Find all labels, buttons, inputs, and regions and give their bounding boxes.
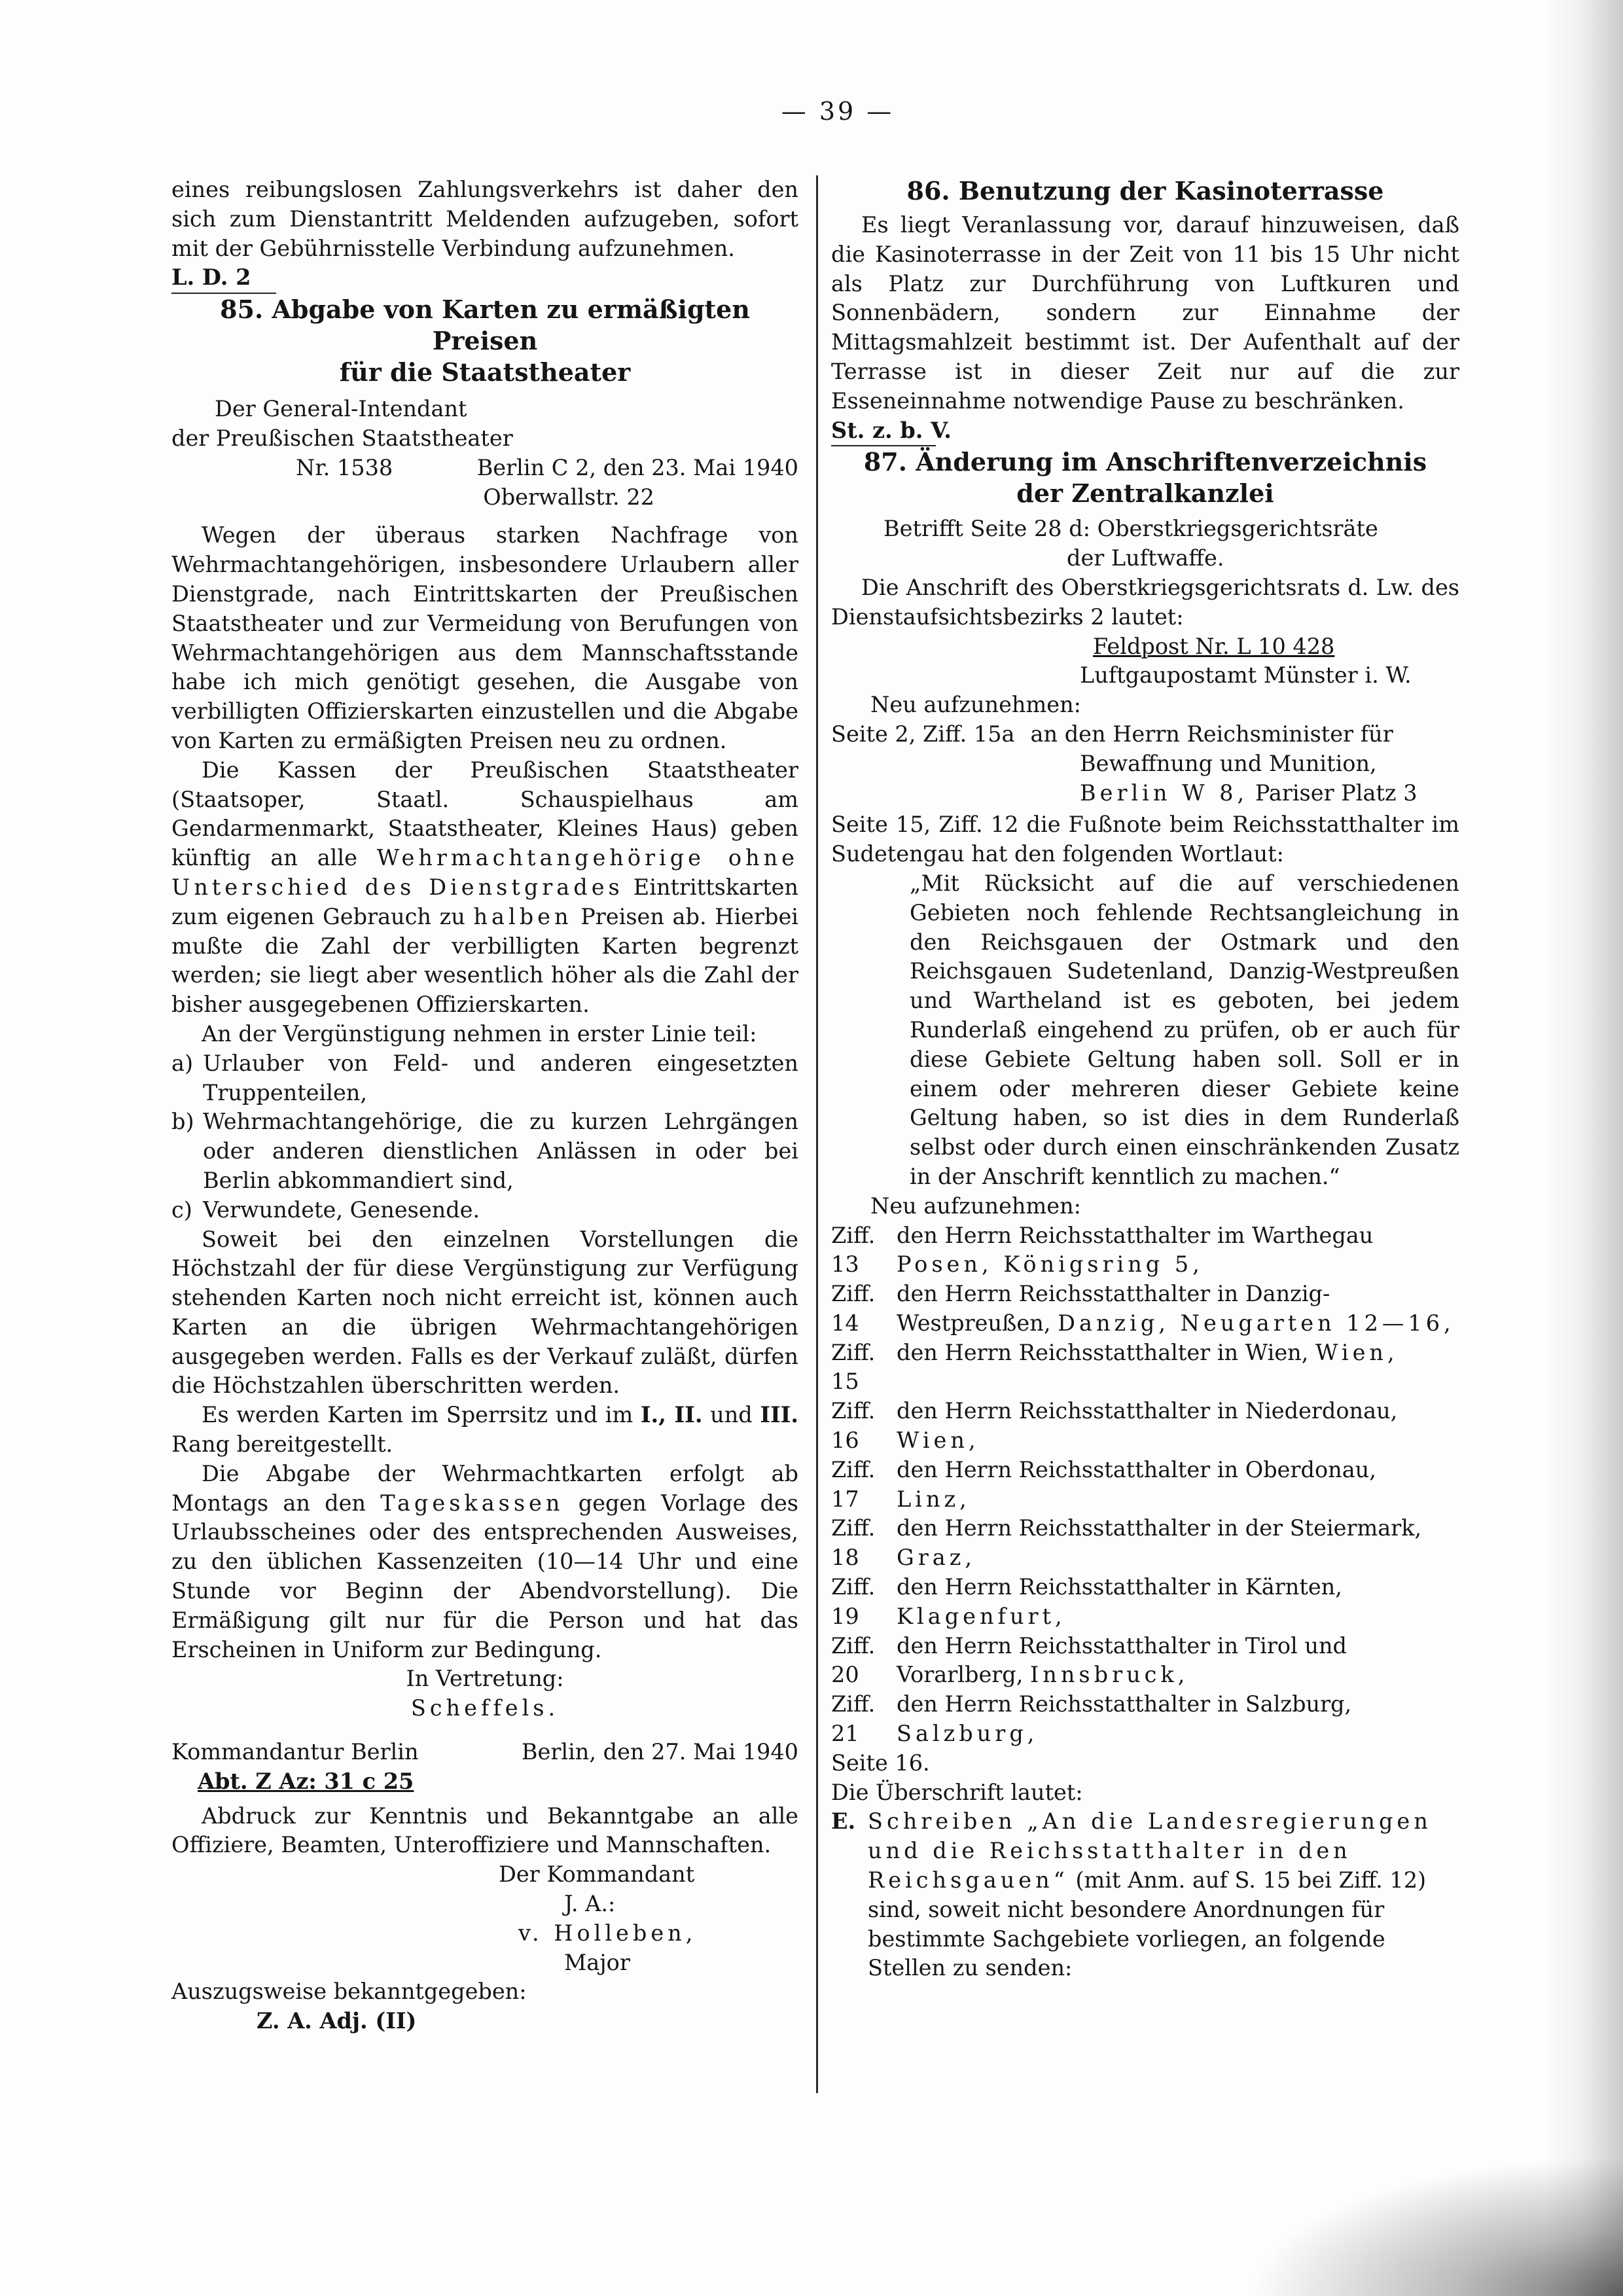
- ziff-label: Ziff. 20: [831, 1632, 876, 1688]
- berlin-address: Berlin W 8,: [1080, 780, 1249, 806]
- ziff-recipient: den Herrn Reichsstatthalter in Salzburg,: [897, 1691, 1352, 1717]
- ziff-place: Klagenfurt,: [897, 1603, 1066, 1629]
- kommandant-rank: Major: [564, 1949, 630, 1975]
- list-item-label: a): [171, 1050, 194, 1076]
- ziff-place: Danzig, Neugarten 12—16,: [1058, 1310, 1455, 1336]
- kommandantur-text: Abdruck zur Kenntnis und Bekanntgabe an alle Offiziere, Beamten, Unteroffiziere und Mannschaften.: [171, 1803, 798, 1858]
- p5-rank-1-2: I., II.: [640, 1402, 703, 1428]
- ziff-entry: [831, 1397, 1459, 1456]
- neu-aufzunehmen-2: Neu aufzunehmen:: [870, 1193, 1081, 1219]
- p6-text-a: Die Abgabe der Wehrmachtkarten erfolgt ab Montags an den: [171, 1460, 798, 1516]
- section-85-paragraph-1: Wegen der überaus starken Nachfrage von Wehrmachtangehörigen, insbesondere Urlaubern aller Dienstgrade, nach Eintrittskarten der Preußischen Staatstheater und zur Vermeidung von Berufungen von Wehrmachtangehörigen aus dem Mannschaftsstande habe ich mich genötigt gesehen, die Ausgabe von verbilligten Offizierskarten einzustellen und die Abgabe von Karten zu ermäßigten Preisen neu zu ordnen.: [171, 522, 798, 753]
- ziff-label: Ziff. 19: [831, 1574, 876, 1629]
- extract-reference: Z. A. Adj. (II): [257, 2008, 417, 2034]
- seite-2-line-3: [831, 779, 1459, 808]
- ziff-label: Ziff. 18: [831, 1515, 876, 1571]
- left-column: [171, 175, 798, 2036]
- extract-notice: Auszugsweise bekanntgegeben:: [171, 1979, 527, 2005]
- ziff-recipient: den Herrn Reichsstatthalter in Oberdonau,: [897, 1456, 1376, 1482]
- p2-text-emphasis: Wehrmachtangehörige ohne Unterschied des Dienstgrades: [171, 845, 798, 900]
- betrifft-line-1: Betrifft Seite 28 d: Oberstkriegsgerichtsräte: [883, 516, 1378, 542]
- list-item-text: Wehrmachtangehörige, die zu kurzen Lehrgängen oder anderen dienstlichen Anlässen in oder bei Berlin abkommandiert sind,: [203, 1109, 798, 1193]
- ziff-text: [897, 1632, 1459, 1691]
- ziff-place: Wien,: [897, 1427, 980, 1454]
- p5-rank-3: III.: [760, 1402, 799, 1428]
- p5-text-c: und: [710, 1402, 753, 1428]
- seite-15-quote: „Mit Rücksicht auf die auf verschiedenen Gebieten noch fehlende Rechtsangleichung in den Reichsgauen der Ostmark und den Reichsgauen Sudetenland, Danzig-Westpreußen und Wartheland ist es geboten, bei jedem Runderlaß eingehend zu prüfen, ob er auch für diese Gebiete Geltung haben soll. Soll er in einem oder mehreren dieser Gebiete keine Geltung haben, so ist dies in dem Runderlaß selbst oder durch einen einschränkenden Zusatz in der Anschrift kenntlich zu machen.“: [910, 870, 1459, 1189]
- issuer-number: Nr. 1538: [296, 454, 393, 480]
- ueberschrift-intro: Die Überschrift lautet:: [831, 1779, 1083, 1805]
- ziff-entry: [831, 1514, 1459, 1573]
- ziff-entry: [831, 1632, 1459, 1691]
- ziff-recipient: den Herrn Reichsstatthalter in Danzig-Westpreußen,: [897, 1281, 1330, 1336]
- entry-e: [831, 1807, 1459, 1983]
- ziff-recipient: den Herrn Reichsstatthalter in Niederdonau,: [897, 1398, 1398, 1424]
- seite-2-label: Seite 2, Ziff. 15a: [831, 721, 1015, 747]
- page-number: — 39 —: [781, 97, 895, 126]
- kommandant-ia: J. A.:: [564, 1891, 616, 1917]
- ziff-place: Salzburg,: [897, 1721, 1039, 1747]
- ziff-recipient: den Herrn Reichsstatthalter in Wien,: [897, 1339, 1309, 1365]
- ziff-entry: [831, 1456, 1459, 1515]
- issuer-number-date: [171, 454, 798, 483]
- column-divider: [816, 175, 818, 2093]
- section-87-title-line2: der Zentralkanzlei: [1016, 478, 1274, 509]
- section-85-paragraph-2: [171, 756, 798, 1020]
- ziff-entry: [831, 1690, 1459, 1749]
- ziff-recipient: den Herrn Reichsstatthalter im Warthegau: [897, 1222, 1374, 1248]
- section-86-text: Es liegt Veranlassung vor, darauf hinzuweisen, daß die Kasinoterrasse in der Zeit von 11 bis 15 Uhr nicht als Platz zur Durchführung von Luftkuren und Sonnenbädern, sondern zur Einnahme der Mittagsmahlzeit bestimmt ist. Der Aufenthalt auf der Terrasse ist in dieser Zeit nur auf die zur Esseneinnahme notwendige Pause zu beschränken.: [831, 212, 1459, 414]
- section-85-paragraph-6: [171, 1460, 798, 1665]
- kommandant-name: v. Holleben,: [518, 1920, 697, 1946]
- entry-e-heading: Schreiben „An die Landesregierungen und die Reichsstatthalter in den Reichsgauen“: [868, 1808, 1432, 1893]
- luftgau-postamt: Luftgaupostamt Münster i. W.: [1080, 662, 1412, 689]
- ziff-recipient: den Herrn Reichsstatthalter in der Steiermark,: [897, 1515, 1422, 1541]
- entry-e-tail: sind, soweit nicht besondere Anordnungen für bestimmte Sachgebiete vorliegen, an folgende Stellen zu senden:: [868, 1896, 1385, 1981]
- p2-text-e: Preisen ab. Hierbei mußte die Zahl der verbilligten Karten begrenzt werden; sie liegt aber wesentlich höher als die Zahl der bisher ausgegebenen Offizierskarten.: [171, 903, 798, 1018]
- ziff-text: [897, 1338, 1459, 1397]
- betrifft-line-2: der Luftwaffe.: [1067, 545, 1224, 571]
- ziff-label: Ziff. 13: [831, 1222, 876, 1278]
- p2-text-a: Die Kassen der Preußischen Staatstheater (Staatsoper, Staatl. Schauspielhaus am Gendarmenmarkt, Staatstheater, Kleines Haus) geben künftig an alle: [171, 757, 798, 871]
- entry-e-label: E.: [831, 1808, 856, 1835]
- ziff-entry: [831, 1573, 1459, 1632]
- ziff-text: [897, 1397, 1459, 1456]
- p5-text-a: Es werden Karten im Sperrsitz und im: [202, 1402, 633, 1428]
- ziff-text: [897, 1280, 1459, 1338]
- list-item-text: Verwundete, Genesende.: [203, 1196, 480, 1223]
- list-item: [171, 1107, 798, 1195]
- ziff-text: [897, 1221, 1459, 1280]
- ziff-place: Posen, Königsring 5,: [897, 1251, 1204, 1278]
- p5-text-e: Rang bereitgestellt.: [171, 1431, 393, 1458]
- ziff-label: Ziff. 16: [831, 1398, 876, 1454]
- kommandant-title: Der Kommandant: [499, 1861, 695, 1888]
- ziff-recipient: den Herrn Reichsstatthalter in Tirol und Vorarlberg,: [897, 1632, 1347, 1688]
- list-item-label: b): [171, 1109, 194, 1135]
- signature-line-1: In Vertretung:: [406, 1666, 564, 1692]
- list-item-label: c): [171, 1196, 192, 1223]
- seite-2-line-2: Bewaffnung und Munition,: [1080, 750, 1377, 776]
- section-85-paragraph-5: [171, 1401, 798, 1460]
- neu-aufzunehmen-1: Neu aufzunehmen:: [870, 692, 1081, 718]
- ziff-entry: [831, 1338, 1459, 1397]
- ziff-place: Wien,: [1315, 1339, 1399, 1365]
- feldpost-text: Feldpost Nr. L 10 428: [1093, 633, 1335, 659]
- section-86-title: 86. Benutzung der Kasinoterrasse: [906, 176, 1384, 206]
- issuer-place-date: Berlin C 2, den 23. Mai 1940: [476, 454, 798, 480]
- ziff-place: Linz,: [897, 1486, 971, 1512]
- ziff-recipient: den Herrn Reichsstatthalter in Kärnten,: [897, 1574, 1342, 1600]
- list-item-text: Urlauber von Feld- und anderen eingesetzten Truppenteilen,: [203, 1050, 798, 1105]
- ziff-label: Ziff. 14: [831, 1281, 876, 1336]
- scan-gutter-shadow: [1544, 0, 1623, 2296]
- ziff-label: Ziff. 21: [831, 1691, 876, 1747]
- section-85-paragraph-4: Soweit bei den einzelnen Vorstellungen die Höchstzahl der für diese Vergünstigung zur Verfügung stehenden Karten noch nicht erreicht ist, können auch Karten an die übrigen Wehrmachtangehörigen ausgegeben werden. Falls es der Verkauf zuläßt, dürfen die Höchstzahlen überschritten werden.: [171, 1226, 798, 1399]
- kommandantur-header: [171, 1738, 798, 1767]
- p6-tageskassen: Tageskassen: [380, 1490, 564, 1516]
- kommandantur-org: Kommandantur Berlin: [171, 1739, 419, 1765]
- p2-text-halben: halben: [473, 903, 573, 929]
- kommandantur-az: Abt. Z Az: 31 c 25: [198, 1768, 414, 1794]
- intro-paragraph: eines reibungslosen Zahlungsverkehrs ist daher den sich zum Dienstantritt Meldenden aufzugeben, sofort mit der Gebührnisstelle Verbindung aufzunehmen.: [171, 177, 798, 261]
- entry-e-text: [868, 1807, 1459, 1983]
- right-column: [831, 175, 1459, 1983]
- section-85-title: 85. Abgabe von Karten zu ermäßigten Preisen: [220, 295, 750, 356]
- ziff-text: [897, 1514, 1459, 1573]
- seite-2-line-1: an den Herrn Reichsminister für: [1030, 721, 1393, 747]
- p6-text-c: gegen Vorlage des Urlaubsscheines oder des entsprechenden Ausweises, zu den üblichen Kassenzeiten (10—14 Uhr und eine Stunde vor Beginn der Abendvorstellung). Die Ermäßigung gilt nur für die Person und hat das Erscheinen in Uniform zur Bedingung.: [171, 1490, 798, 1662]
- section-85-paragraph-3: An der Vergünstigung nehmen in erster Linie teil:: [202, 1020, 757, 1047]
- list-item: [171, 1049, 798, 1108]
- ziff-label: Ziff. 17: [831, 1456, 876, 1512]
- ziff-entry: [831, 1280, 1459, 1338]
- section-87-title: 87. Änderung im Anschriftenverzeichnis: [863, 447, 1427, 477]
- list-item: [171, 1196, 798, 1225]
- ziff-place: Graz,: [897, 1545, 976, 1571]
- ziff-place: Innsbruck,: [1030, 1662, 1189, 1688]
- seite-15-intro: Seite 15, Ziff. 12 die Fußnote beim Reichsstatthalter im Sudetengau hat den folgenden Wortlaut:: [831, 812, 1459, 867]
- ziff-text: [897, 1573, 1459, 1632]
- feldpost-number: [831, 632, 1459, 662]
- issuer-street: Oberwallstr. 22: [483, 484, 654, 510]
- entry-e-annotation: (mit Anm. auf S. 15 bei Ziff. 12): [1075, 1867, 1427, 1893]
- ziff-entry: [831, 1221, 1459, 1280]
- scan-corner-artifact: [1217, 2145, 1623, 2296]
- ziff-text: [897, 1456, 1459, 1515]
- kommandantur-date: Berlin, den 27. Mai 1940: [521, 1739, 798, 1765]
- intro-reference: L. D. 2: [171, 264, 251, 291]
- signature-name: Scheffels.: [410, 1695, 560, 1721]
- seite-2-entry: [831, 720, 1459, 749]
- ziff-text: [897, 1690, 1459, 1749]
- issuer-line-2: der Preußischen Staatstheater: [171, 425, 513, 451]
- section-86-reference: St. z. b. V.: [831, 417, 952, 443]
- seite-16: Seite 16.: [831, 1749, 930, 1776]
- section-85-title-line2: für die Staatstheater: [339, 357, 631, 387]
- ziff-label: Ziff. 15: [831, 1339, 876, 1395]
- p2-text-c: Eintrittskarten zum eigenen Gebrauch zu: [171, 874, 798, 929]
- section-87-paragraph-1: Die Anschrift des Oberstkriegsgerichtsrats d. Lw. des Dienstaufsichtsbezirks 2 lautet:: [831, 574, 1459, 630]
- pariser-platz: Pariser Platz 3: [1255, 780, 1418, 806]
- issuer-line-1: Der General-Intendant: [215, 396, 467, 422]
